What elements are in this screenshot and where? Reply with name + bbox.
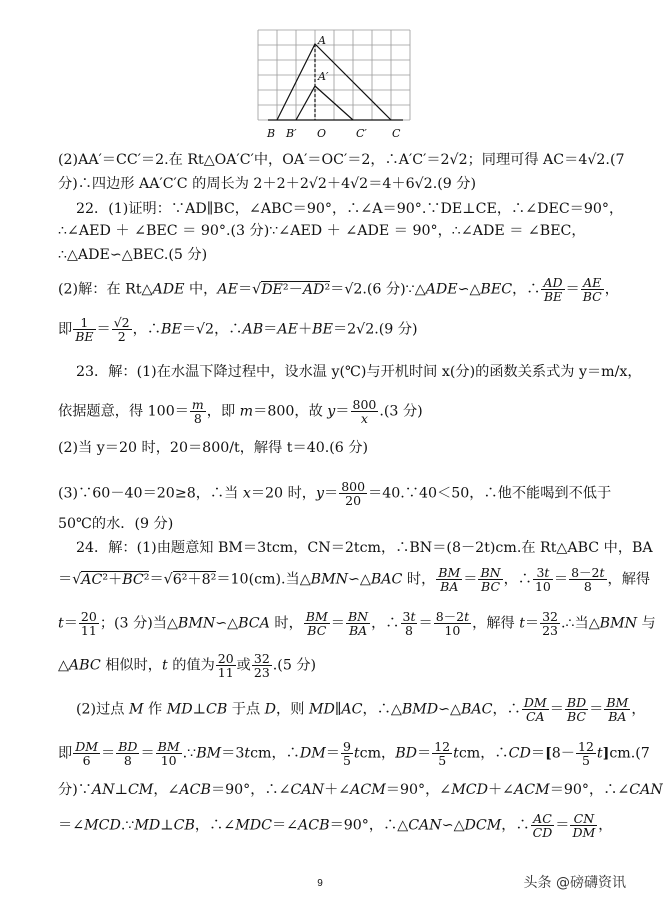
text-line: 即 $\frac{DM}{6}$ ＝ $\frac{BD}{8}$ ＝ $\frac{BM}{10}$ .∵BM＝3tcm，∴DM＝ $\frac{9}{5}$ tcm，BD＝ $\frac{12}{5}$ tcm，∴CD＝[8－ $\frac{12}{5}$ t]cm.(7 (58, 739, 650, 768)
text-line: (2)当 y＝20 时，20＝800/t，解得 t＝40.(6 分) (58, 440, 369, 456)
text-line: △ABC 相似时，t 的值为 $\frac{20}{11}$ 或 $\frac{32}{23}$ .(5 分) (58, 651, 317, 680)
grid (258, 30, 410, 120)
label-b-prime: B′ (286, 127, 297, 140)
text-line: 即 $\frac{1}{BE}$ ＝ $\frac{√2}{2}$ ，∴BE＝√2，∴AB＝AE＋BE＝2√2.(9 分) (58, 315, 418, 344)
watermark: 头条 @磅礴资讯 (523, 875, 626, 891)
text-line: ∴△ADE∽△BEC.(5 分) (58, 247, 208, 263)
text-line: 分)∴四边形 AA′C′C 的周长为 2＋2＋2√2＋4√2＝4＋6√2.(9 分) (58, 176, 476, 192)
geometry-figure (258, 30, 414, 142)
label-c-prime: C′ (356, 127, 367, 140)
text-line: ＝∠MCD.∵MD⊥CB，∴∠MDC＝∠ACB＝90°，∴△CAN∽△DCM，∴ $\frac{AC}{CD}$ ＝ $\frac{CN}{DM}$ ， (58, 811, 613, 840)
text-line: 22．(1)证明：∵AD∥BC，∠ABC＝90°，∴∠A＝90°.∵DE⊥CE，∴∠DEC＝90°， (76, 201, 624, 217)
text-line: (2)解：在 Rt△ADE 中，AE＝√DE²－AD²＝√2.(6 分)∵△ADE∽△BEC，∴ $\frac{AD}{BE}$ ＝ $\frac{AE}{BC}$ ， (58, 275, 619, 304)
label-c: C (392, 127, 401, 140)
text-line: ＝√AC²＋BC²＝√6²＋8²＝10(cm).当△BMN∽△BAC 时， $\frac{BM}{BA}$ ＝ $\frac{BN}{BC}$ ，∴ $\frac{3t}{10}$ ＝ $\frac{8-2t}{8}$ ，解得 (58, 565, 651, 594)
label-a-prime: A′ (318, 70, 329, 83)
text-line: 分)∵AN⊥CM，∠ACB＝90°，∴∠CAN＋∠ACM＝90°，∠MCD＋∠ACM＝90°，∴∠CAN (58, 782, 663, 798)
triangle-a1b1c1 (296, 86, 353, 120)
text-line: ∴∠AED ＋ ∠BEC ＝ 90°.(3 分)∵∠AED ＋ ∠ADE ＝ 90°，∴∠ADE ＝ ∠BEC， (58, 223, 586, 239)
text-line: (3)∵60－40＝20≥8，∴当 x＝20 时，y＝ $\frac{800}{20}$ ＝40.∵40＜50，∴他不能喝到不低于 (58, 479, 612, 508)
label-a: A (318, 34, 326, 47)
text-line: t＝ $\frac{20}{11}$ ；(3 分)当△BMN∽△BCA 时， $\frac{BM}{BC}$ ＝ $\frac{BN}{BA}$ ，∴ $\frac{3t}{8}$ ＝ $\frac{8-2t}{10}$ ，解得 t＝ $\frac{32}{23}$ .∴当△BMN 与 (58, 609, 656, 638)
text-line: (2)AA′＝CC′＝2.在 Rt△OA′C′中，OA′＝OC′＝2，∴A′C′＝2√2；同理可得 AC＝4√2.(7 (58, 152, 625, 168)
label-b: B (267, 127, 276, 140)
text-line: 依据题意，得 100＝ $\frac{m}{8}$ ，即 m＝800，故 y＝ $\frac{800}{x}$ .(3 分) (58, 397, 423, 426)
text-line: 50℃的水．(9 分) (58, 516, 174, 532)
page-number: 9 (317, 878, 323, 889)
label-o: O (317, 127, 327, 140)
text-line: (2)过点 M 作 MD⊥CB 于点 D，则 MD∥AC，∴△BMD∽△BAC，∴ $\frac{DM}{CA}$ ＝ $\frac{BD}{BC}$ ＝ $\frac{BM}{BA}$ ， (76, 695, 646, 724)
text-line: 23．解：(1)在水温下降过程中，设水温 y(℃)与开机时间 x(分)的函数关系式为 y＝m/x， (76, 364, 642, 380)
text-line: 24．解：(1)由题意知 BM＝3tcm，CN＝2tcm，∴BN＝(8－2t)cm.在 Rt△ABC 中，BA (76, 540, 653, 556)
